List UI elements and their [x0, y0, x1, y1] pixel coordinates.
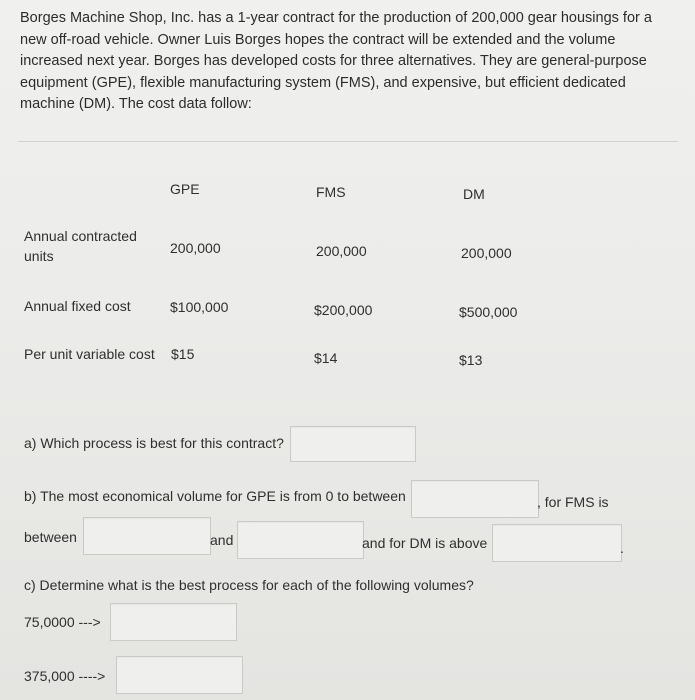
- header-dm: DM: [463, 186, 485, 202]
- header-fms: FMS: [316, 184, 346, 200]
- cell-dm-fixed: $500,000: [459, 304, 518, 320]
- answer-b-fms-upper-input[interactable]: [237, 521, 364, 559]
- problem-statement: [20, 8, 670, 116]
- cell-fms-fixed: $200,000: [314, 302, 373, 318]
- question-b-label: b) The most economical volume for GPE is from 0 to between: [24, 488, 406, 504]
- cell-dm-variable: $13: [459, 352, 483, 368]
- volume-2-label: 375,000 ---->: [24, 668, 106, 684]
- cell-gpe-units: 200,000: [170, 240, 221, 256]
- cell-fms-units: 200,000: [316, 243, 367, 259]
- cell-gpe-variable: $15: [171, 346, 195, 362]
- volume-1-label: 75,0000 --->: [24, 614, 101, 630]
- answer-c-vol2-input[interactable]: [116, 656, 243, 694]
- row-label-variable-cost: Per unit variable cost: [24, 346, 155, 362]
- answer-c-vol1-input[interactable]: [110, 603, 237, 641]
- question-c-label: c) Determine what is the best process for each of the following volumes?: [24, 577, 474, 593]
- answer-b-dm-above-input[interactable]: [492, 524, 622, 562]
- question-a-label: a) Which process is best for this contract?: [24, 435, 284, 451]
- cell-gpe-fixed: $100,000: [170, 299, 229, 315]
- header-gpe: GPE: [170, 181, 200, 197]
- question-b-fms-label: , for FMS is: [537, 494, 609, 510]
- question-b-and-label: and: [210, 532, 234, 548]
- answer-b-gpe-upper-input[interactable]: [411, 480, 539, 518]
- problem-text: Borges Machine Shop, Inc. has a 1-year contract for the production of 200,000 gear housings for a new off-road vehicle. Owner Luis Borges hopes the contract will be extended and the volume increased next year. Borges has developed costs for three alternatives. They are general-purpose equipment (GPE), flexible manufacturing system (FMS), and expensive, but efficient dedicated machine (DM). The cost data follow:: [20, 10, 652, 112]
- answer-a-input[interactable]: [290, 426, 416, 462]
- cell-dm-units: 200,000: [461, 245, 512, 261]
- question-b-dm-label: and for DM is above: [362, 535, 488, 551]
- question-b-between-label: between: [24, 529, 77, 545]
- cell-fms-variable: $14: [314, 350, 338, 366]
- answer-b-fms-lower-input[interactable]: [83, 517, 211, 555]
- section-divider: [18, 141, 678, 142]
- question-b-period: .: [620, 540, 624, 556]
- row-label-fixed-cost: Annual fixed cost: [24, 298, 131, 314]
- row-label-annual-units: Annual contracted units: [24, 228, 137, 264]
